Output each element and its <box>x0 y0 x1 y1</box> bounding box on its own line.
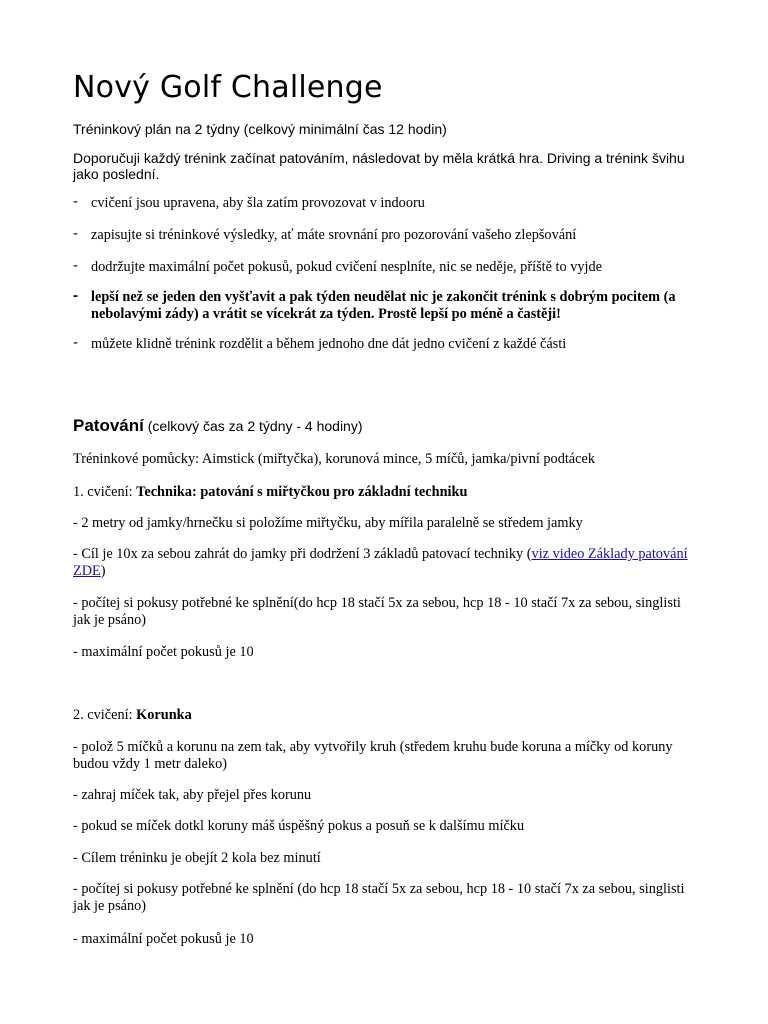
video-link[interactable]: viz video Základy patování ZDE <box>73 546 688 579</box>
exercise-2-line: - zahraj míček tak, aby přejel přes korunu <box>73 787 312 803</box>
exercise-number: 1. cvičení: <box>73 484 137 500</box>
line-text: ) <box>100 563 106 579</box>
exercise-2-heading <box>73 707 693 724</box>
exercise-2-line: - polož 5 míčků a korunu na zem tak, aby vytvořily kruh (středem kruhu bude koruna a míčky od koruny budou vždy 1 metr daleko) <box>73 739 673 772</box>
exercise-number: 2. cvičení: <box>73 707 137 723</box>
list-item-emphasis: - lepší než se jeden den vyšťavit a pak týden neudělat nic je zakončit trénink s dobrým pocitem (a nebolavými zády) a vrátit se vícekrát za týden. Prostě lepší po méně a častěji! <box>73 289 693 323</box>
equipment-line: Tréninkové pomůcky: Aimstick (miřtyčka), korunová mince, 5 míčů, jamka/pivní podtácek <box>73 451 595 467</box>
list-item: - cvičení jsou upravena, aby šla zatím provozovat v indooru <box>73 195 693 212</box>
exercise-1-line <box>73 546 688 580</box>
intro-paragraph: Doporučuji každý trénink začínat patováním, následovat by měla krátká hra. Driving a trénink švihu jako poslední. <box>73 150 685 182</box>
exercise-2-line: - maximální počet pokusů je 10 <box>73 931 254 947</box>
page-title: Nový Golf Challenge <box>73 70 383 105</box>
exercise-2-line: - pokud se míček dotkl koruny máš úspěšný pokus a posuň se k dalšímu míčku <box>73 818 525 834</box>
list-item: - můžete klidně trénink rozdělit a během jednoho dne dát jedno cvičení z každé části <box>73 336 693 353</box>
plan-subtitle: Tréninkový plán na 2 týdny (celkový minimální čas 12 hodin) <box>73 121 447 137</box>
exercise-name: Technika: patování s miřtyčkou pro základní techniku <box>136 484 468 500</box>
list-item: - zapisujte si tréninkové výsledky, ať máte srovnání pro pozorování vašeho zlepšování <box>73 227 693 244</box>
section-heading <box>73 416 693 436</box>
exercise-1-line: - 2 metry od jamky/hrnečku si položíme miřtyčku, aby mířila paralelně se středem jamky <box>73 515 583 531</box>
rules-list <box>73 195 693 353</box>
exercise-2-line: - Cílem tréninku je obejít 2 kola bez minutí <box>73 850 321 866</box>
exercise-1-line: - maximální počet pokusů je 10 <box>73 644 254 660</box>
exercise-1-heading <box>73 484 693 501</box>
list-item: - dodržujte maximální počet pokusů, pokud cvičení nesplníte, nic se neděje, příště to vyjde <box>73 259 693 276</box>
exercise-2-line: - počítej si pokusy potřebné ke splnění (do hcp 18 stačí 5x za sebou, hcp 18 - 10 stačí 7x za sebou, singlisti jak je psáno) <box>73 881 685 914</box>
exercise-name: Korunka <box>136 707 192 723</box>
exercise-1-line: - počítej si pokusy potřebné ke splnění(do hcp 18 stačí 5x za sebou, hcp 18 - 10 stačí 7x za sebou, singlisti jak je psáno) <box>73 595 681 628</box>
section-time-note: (celkový čas za 2 týdny - 4 hodiny) <box>147 418 363 434</box>
line-text: - Cíl je 10x za sebou zahrát do jamky při dodržení 3 základů patovací techniky ( <box>73 546 532 562</box>
section-title: Patování <box>73 416 144 435</box>
